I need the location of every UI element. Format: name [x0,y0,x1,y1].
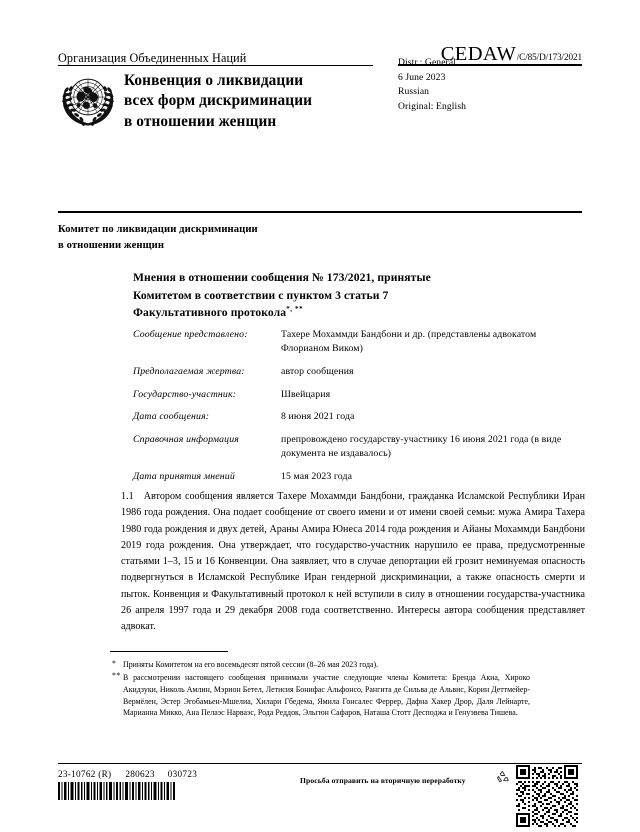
convention-title-line-3: в отношении женщин [124,112,277,130]
job-date-code-1: 280623 [125,769,155,779]
original-language: Original: English [398,100,467,112]
document-language: Russian [398,86,430,98]
metadata-label: Справочная информация [133,434,239,446]
metadata-row [133,365,585,379]
document-header [58,42,582,130]
metadata-label: Дата сообщения: [133,411,210,423]
committee-name-line-2: в отношении женщин [58,240,165,252]
job-date-code-2: 030723 [167,769,198,779]
document-date: 6 June 2023 [398,71,446,83]
paragraph-number: 1.1 [121,491,134,502]
footnote-marker: * [112,658,117,668]
job-number [58,769,197,779]
metadata-value: 15 мая 2023 года [281,470,353,482]
page-title-line-2: Комитетом в соответствии с пунктом 3 статьи 7 [133,288,389,302]
recycle-icon [494,769,511,786]
metadata-value: препровождено государству-участнику 16 июня 2021 года (в виде документа не издавалось) [281,434,562,460]
convention-title [124,70,582,132]
footnote-marker: ** [112,671,121,681]
metadata-row [133,410,585,424]
convention-title-line-2: всех форм дискриминации [124,92,313,110]
page-title-line-1: Мнения в отношении сообщения № 173/2021, принятые [133,271,431,284]
metadata-row [133,470,585,484]
footnote-text: Приняты Комитетом на его восемьдесят пятой сессии (8–26 мая 2023 года). [123,660,379,669]
document-symbol-suffix: /C/85/D/173/2021 [516,51,582,62]
job-number-code: 23-10762 (R) [58,769,112,779]
document-symbol-main: CEDAW [440,42,517,65]
committee-name-line-1: Комитет по ликвидации дискриминации [58,224,258,235]
header-top-row [58,44,582,64]
header-rule-left [58,65,373,66]
distribution-block [398,56,466,114]
footnote-text: В рассмотрении настоящего сообщения принимали участие следующие члены Комитета: Бренда Акиа, Хироко Акидзуки, Николь Амлин, Мэрион Бетел, Летисия Бонифас Альфонсо, Рангита де Сильва де Альвис, Корин Деттмейер-Вермёлен, Эстер Эгобамьен-Мшелиа, Хилари Гбедема, Ямила Гонсалес Феррер, Дафна Хакер Дрор, Даля Лейнарте, Марианна Микко, Ана Пелаэс Нарваэс, Рода Реддок, Эльгюн Сафаров, Наташа Стотт Десподжа и Генуэвева Тишева. [123,672,530,718]
metadata-row [133,328,585,356]
qr-code [516,765,578,827]
un-emblem-icon [58,72,118,128]
body-paragraph [121,489,585,635]
page-title [133,269,593,322]
committee-name [58,222,458,254]
footnote-separator [110,651,228,652]
header-body [58,70,582,132]
title-footnote-markers: *, ** [286,305,304,314]
metadata-value: автор сообщения [281,365,354,377]
metadata-value: Тахере Мохаммди Бандбони и др. (представлены адвокатом Флорианом Виком) [281,329,537,355]
metadata-label: Дата принятия мнений [133,470,235,482]
page-title-line-3 [133,304,593,322]
footnote-item [110,659,530,671]
metadata-value: 8 июня 2021 года [281,411,355,423]
case-metadata-table [133,328,585,493]
organization-name: Организация Объединенных Наций [58,50,247,65]
section-divider-rule [58,211,582,213]
metadata-label: Государство-участник: [133,388,237,400]
footnotes-section [110,659,530,720]
metadata-label: Сообщение представлено: [133,329,248,340]
footnote-item [110,672,530,719]
metadata-row [133,433,585,461]
metadata-label: Предполагаемая жертва: [133,365,245,377]
paragraph-text: Автором сообщения является Тахере Мохаммди Бандбони, гражданка Исламской Республики Иран 1986 года рождения. Она подает сообщение от своего имени и от имени своей семьи: мужа Амира Тахера 1980 года рождения и двух детей, Араны Амира Юнеса 2014 года рождения и Айаны Мохаммди Бандбони 2019 года рождения. Она утверждает, что государство-участник нарушило ее права, предусмотренные статьями 1–3, 15 и 16 Конвенции. Она заявляет, что в случае депортации ей грозит неминуемая опасность подвергнуться в Исламской Республике Иран гендерной дискриминации, а также опасность смерти и пыток. Конвенция и Факультативный протокол к ней вступили в силу в отношении государства-участника 26 апреля 1997 года и 29 декабря 2008 года соответственно. Интересы автора сообщения представляет адвокат. [121,491,585,632]
metadata-value: Швейцария [281,388,331,400]
barcode [58,782,176,800]
page-title-line-3-text: Факультативного протокола [133,306,287,320]
metadata-row [133,388,585,402]
convention-title-line-1: Конвенция о ликвидации [124,72,304,89]
footer-divider-rule [58,763,582,764]
recycle-notice: Просьба отправить на вторичную переработку [300,776,466,785]
distribution-type: Distr.: General [398,57,456,68]
